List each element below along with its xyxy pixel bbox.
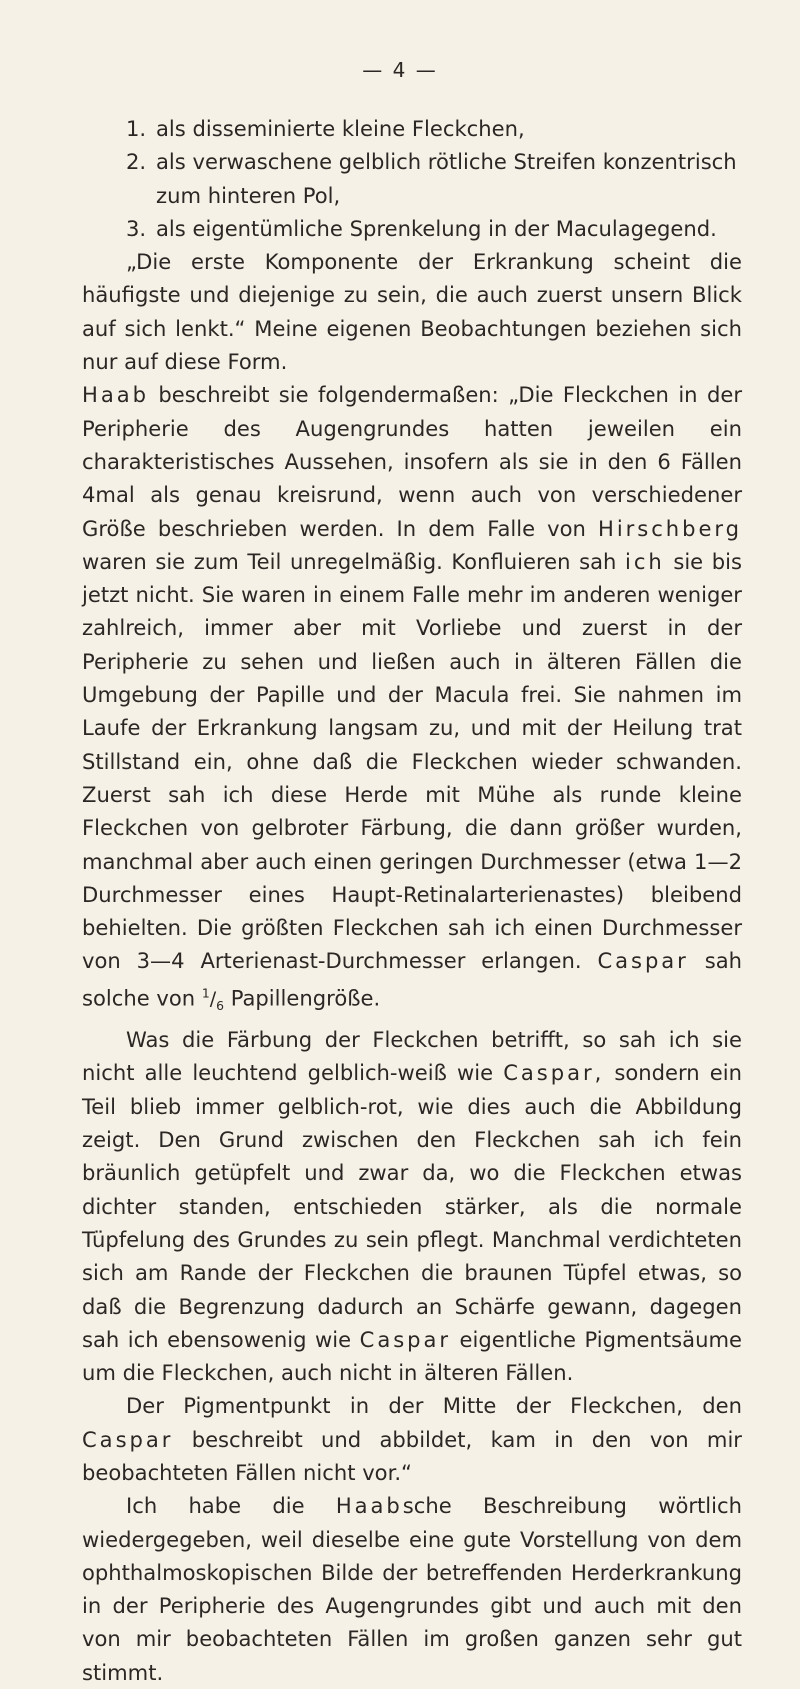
text-run: Ich habe die — [126, 1493, 305, 1519]
text-run: sie bis jetzt nicht. Sie waren in einem Falle mehr im anderen weniger zahlreich, immer aber mit Vorliebe und zuerst in der Peripherie zu sehen und ließen auch in älteren Fällen die Umgebung der Papille und der Macula frei. Sie nahmen im Laufe der Erkrankung langsam zu, und mit der Heilung trat Stillstand ein, ohne daß die Fleckchen wieder schwanden. Zuerst sah ich diese Herde mit Mühe als runde kleine Fleckchen von gelbroter Färbung, die dann größer wurden, manchmal aber auch einen geringen Durchmesser (etwa 1—2 Durchmesser eines Haupt-Retinalarterienastes) bleibend behielten. Die größten Fleckchen sah ich einen Durchmesser von 3—4 Arterienast-Durchmesser erlangen. — [82, 548, 742, 974]
author-name: Haab — [82, 382, 149, 408]
text-run: waren sie zum Teil unregelmäßig. Konfluieren sah — [82, 548, 617, 574]
author-name: Caspar, — [503, 1060, 605, 1086]
emphasis: ich — [625, 548, 665, 574]
list-text: als verwaschene gelblich rötliche Streifen konzentrisch zum hinteren Pol, — [156, 149, 737, 208]
paragraph-5 — [82, 1489, 742, 1689]
list-text: als disseminierte kleine Fleckchen, — [156, 116, 525, 141]
author-name: Caspar — [597, 948, 689, 974]
fraction-denominator: 6 — [216, 998, 224, 1013]
text-run: sche Beschreibung wörtlich wiedergegeben, weil dieselbe eine gute Vorstellung von dem ophthalmoskopischen Bilde der betreffenden Herderkrankung in der Peripherie des Augengrundes gibt und auch mit den von mir beobachteten Fällen im großen ganzen sehr gut stimmt. — [82, 1493, 742, 1685]
list-number: 3. — [126, 215, 147, 241]
page-number: — 4 — — [362, 58, 438, 82]
page-body — [82, 112, 742, 1689]
list-item — [82, 112, 742, 145]
list-text: als eigentümliche Sprenkelung in der Maculagegend. — [156, 215, 717, 241]
text-run: sah solche von — [82, 948, 742, 1011]
text-run: Der Pigmentpunkt in der Mitte der Fleckchen, den — [126, 1393, 742, 1419]
author-name: Caspar — [359, 1326, 451, 1352]
text-run: sondern ein Teil blieb immer gelblich-rot, wie dies auch die Abbildung zeigt. Den Grund zwischen den Fleckchen sah ich fein bräunlich getüpfelt und zwar da, wo die Fleckchen etwas dichter standen, entschieden stärker, als die normale Tüpfelung des Grundes zu sein pflegt. Manchmal verdichteten sich am Rande der Fleckchen die braunen Tüpfel etwas, so daß die Begrenzung dadurch an Schärfe gewann, dagegen sah ich ebensowenig wie — [82, 1060, 742, 1352]
list-item — [82, 145, 742, 212]
paragraph-3 — [82, 1023, 742, 1389]
list-number: 2. — [126, 149, 147, 175]
fraction: $^1/_6$ — [201, 986, 224, 1013]
paragraph-2 — [82, 378, 742, 1023]
author-name: Hirschberg — [598, 515, 742, 541]
text-run: beschreibt und abbildet, kam in den von mir beobachteten Fällen nicht vor.“ — [82, 1426, 742, 1485]
text-run: beschreibt sie folgendermaßen: „Die Fleckchen in der Peripherie des Augengrundes hatten jeweilen ein charakteristisches Aussehen, insofern als sie in den 6 Fällen 4mal als genau kreisrund, wenn auch von verschiedener Größe beschrieben werden. In dem Falle von — [82, 382, 742, 541]
author-name: Caspar — [82, 1426, 174, 1452]
list-number: 1. — [126, 116, 147, 141]
text-run: Was die Färbung der Fleckchen betrifft, so sah ich sie nicht alle leuchtend gelblich-weiß wie — [82, 1027, 742, 1086]
text-run: eigentliche Pigmentsäume um die Fleckchen, auch nicht in älteren Fällen. — [82, 1326, 742, 1386]
text-run: Papillengröße. — [230, 985, 381, 1011]
author-name: Haab — [335, 1493, 403, 1519]
paragraph-1: „Die erste Komponente der Erkrankung scheint die häufigste und diejenige zu sein, die auch zuerst unsern Blick auf sich lenkt.“ Meine eigenen Beobachtungen beziehen sich nur auf diese Form. — [82, 249, 742, 375]
fraction-numerator: 1 — [201, 986, 210, 1001]
list-item — [82, 212, 742, 245]
paragraph-4 — [82, 1389, 742, 1489]
